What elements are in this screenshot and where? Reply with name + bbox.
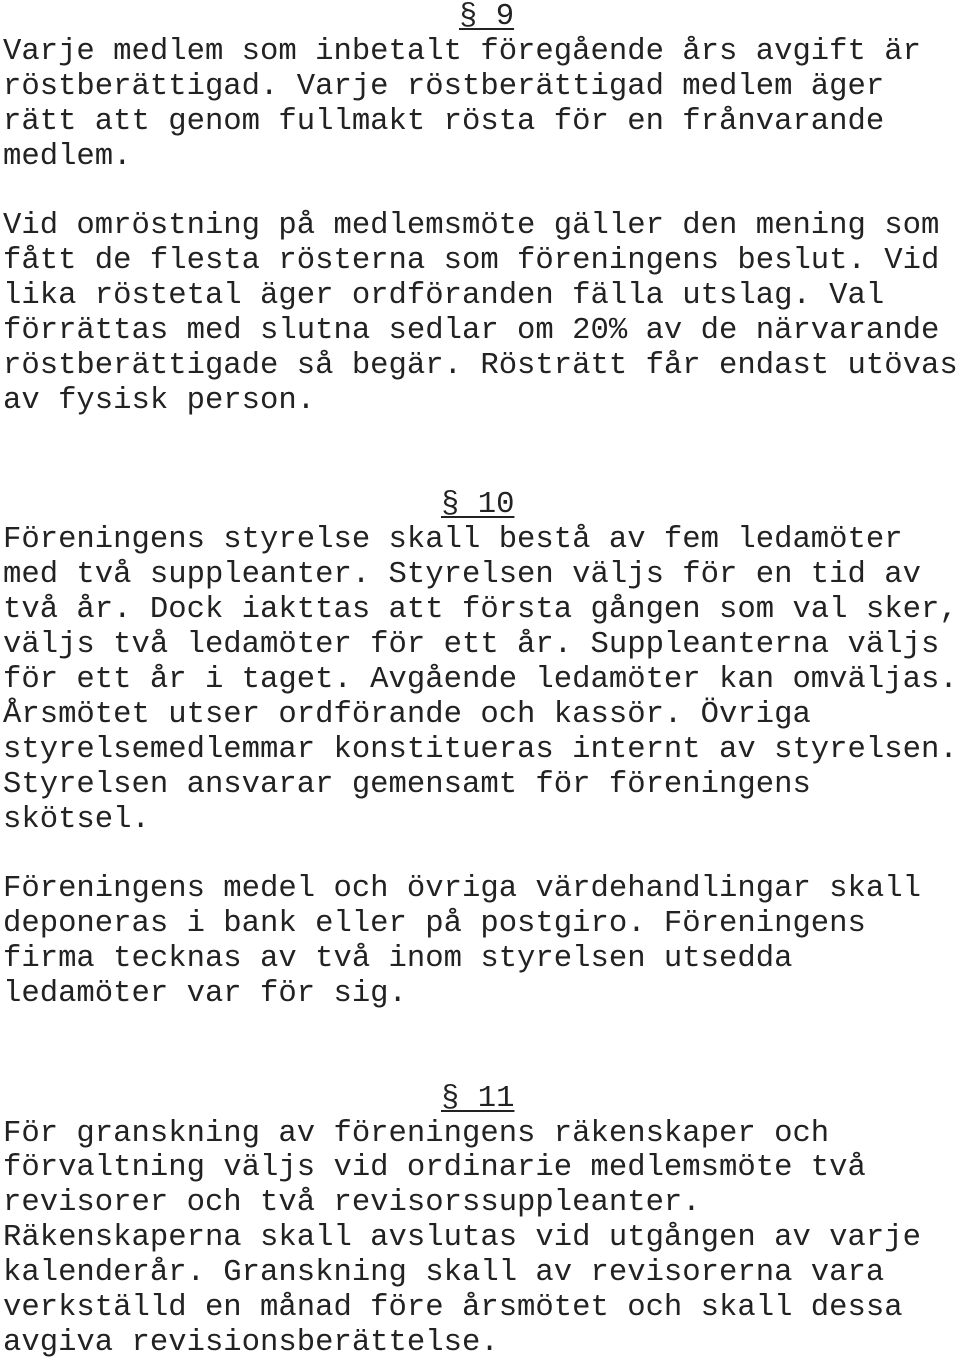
paragraph-line: Föreningens styrelse skall bestå av fem ledamöter xyxy=(3,523,903,558)
paragraph-line: förrättas med slutna sedlar om 20% av de närvarande xyxy=(3,314,940,349)
paragraph-line: med två suppleanter. Styrelsen väljs för en tid av xyxy=(3,558,921,593)
paragraph-line: deponeras i bank eller på postgiro. Föreningens xyxy=(3,907,866,942)
paragraph-line: Styrelsen ansvarar gemensamt för föreningens xyxy=(3,767,811,802)
paragraph-line: väljs två ledamöter för ett år. Suppleanterna väljs xyxy=(3,628,940,663)
paragraph-line: röstberättigade så begär. Rösträtt får endast utövas xyxy=(3,348,958,383)
paragraph-line: Årsmötet utser ordförande och kassör. Övriga xyxy=(3,697,811,732)
paragraph-line: lika röstetal äger ordföranden fälla utslag. Val xyxy=(3,279,885,314)
paragraph-line: ledamöter var för sig. xyxy=(3,976,407,1011)
paragraph-line: Varje medlem som inbetalt föregående års avgift är xyxy=(3,34,921,69)
paragraph-line: förvaltning väljs vid ordinarie medlemsmöte två xyxy=(3,1151,866,1186)
document-page xyxy=(3,0,958,1361)
paragraph-line: För granskning av föreningens räkenskaper och xyxy=(3,1116,830,1151)
section-heading-11: § 11 xyxy=(441,1081,515,1116)
paragraph-line: Räkenskaperna skall avslutas vid utgången av varje xyxy=(3,1221,921,1256)
paragraph-line: kalenderår. Granskning skall av revisorerna vara xyxy=(3,1256,885,1291)
section-heading-9: § 9 xyxy=(459,0,515,34)
paragraph-line: av fysisk person. xyxy=(3,383,316,418)
paragraph-line: medlem. xyxy=(3,139,132,174)
paragraph-line: avgiva revisionsberättelse. xyxy=(3,1325,499,1360)
paragraph-line: revisorer och två revisorssuppleanter. xyxy=(3,1186,701,1221)
paragraph-line: verkställd en månad före årsmötet och skall dessa xyxy=(3,1290,903,1325)
paragraph-line: Föreningens medel och övriga värdehandlingar skall xyxy=(3,872,921,907)
paragraph-line: skötsel. xyxy=(3,802,150,837)
paragraph-line: för ett år i taget. Avgående ledamöter kan omväljas. xyxy=(3,662,958,697)
paragraph-line: röstberättigad. Varje röstberättigad medlem äger xyxy=(3,69,885,104)
paragraph-line: två år. Dock iakttas att första gången som val sker, xyxy=(3,593,958,628)
paragraph-line: rätt att genom fullmakt rösta för en frånvarande xyxy=(3,104,885,139)
section-heading-10: § 10 xyxy=(441,488,515,523)
paragraph-line: firma tecknas av två inom styrelsen utsedda xyxy=(3,942,793,977)
paragraph-line: Vid omröstning på medlemsmöte gäller den mening som xyxy=(3,209,940,244)
paragraph-line: styrelsemedlemmar konstitueras internt av styrelsen. xyxy=(3,732,958,767)
paragraph-line: fått de flesta rösterna som föreningens beslut. Vid xyxy=(3,244,940,279)
